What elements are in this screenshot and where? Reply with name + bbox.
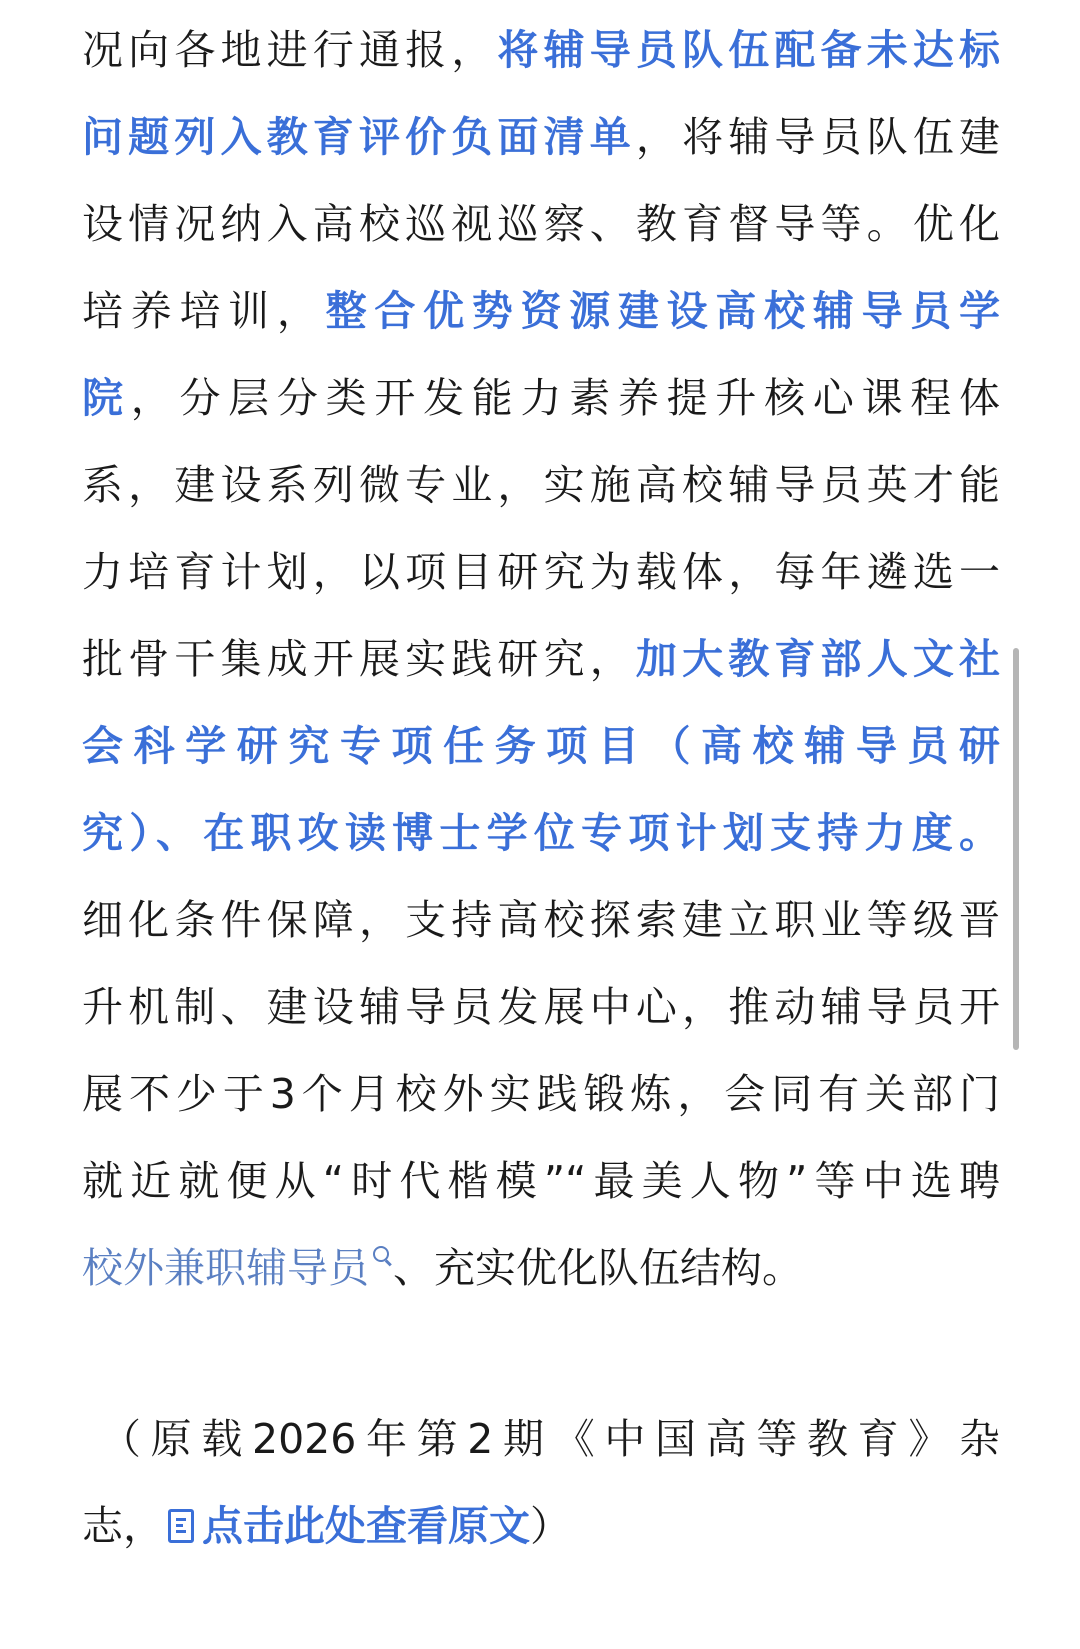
highlighted-text: 问题列入教育评价负面清单 [82, 113, 636, 161]
keyword-search-link[interactable]: 校外兼职辅导员 [82, 1244, 369, 1292]
paragraph-line [82, 368, 1000, 428]
paragraph-line [82, 107, 1000, 167]
highlighted-text: 会科学研究专项任务项目（高校辅导员研 [82, 722, 1000, 770]
source-note-suffix: ） [530, 1502, 571, 1550]
view-original-link[interactable] [164, 1502, 530, 1550]
body-text: 、充实优化队伍结构。 [393, 1244, 803, 1292]
body-text: 展不少于3个月校外实践锻炼，会同有关部门 [82, 1070, 1000, 1118]
body-text: 细化条件保障，支持高校探索建立职业等级晋 [82, 896, 1000, 944]
document-icon [168, 1509, 194, 1543]
highlighted-text: 院 [82, 374, 131, 422]
view-original-link-label[interactable]: 点击此处查看原文 [202, 1502, 530, 1550]
paragraph-line [82, 281, 1000, 341]
paragraph-line [82, 1151, 1000, 1211]
paragraph-line [82, 455, 1000, 515]
paragraph-line [82, 977, 1000, 1037]
body-text: 设情况纳入高校巡视巡察、教育督导等。优化 [82, 200, 1000, 248]
source-note-line-1: （原载2026年第2期《中国高等教育》杂 [100, 1415, 1000, 1463]
highlighted-text: 加大教育部人文社 [635, 635, 1001, 683]
scrollbar-thumb[interactable] [1013, 648, 1019, 1050]
paragraph-line [82, 716, 1000, 776]
paragraph-line [82, 629, 1000, 689]
paragraph-line [82, 20, 1000, 80]
body-text: 就近就便从“时代楷模”“最美人物”等中选聘 [82, 1157, 1000, 1205]
body-text: ，将辅导员队伍建 [635, 113, 1001, 161]
highlighted-text: 将辅导员队伍配备未达标 [497, 26, 1000, 74]
paragraph-line [82, 1238, 1000, 1298]
body-text: 升机制、建设辅导员发展中心，推动辅导员开 [82, 983, 1000, 1031]
paragraph-line [82, 194, 1000, 254]
source-note-prefix: 志， [82, 1502, 164, 1550]
paragraph-line [82, 803, 1000, 863]
body-text: 系，建设系列微专业，实施高校辅导员英才能 [82, 461, 1000, 509]
body-text: 况向各地进行通报， [82, 26, 498, 74]
paragraph-line [82, 542, 1000, 602]
body-text: 批骨干集成开展实践研究， [82, 635, 636, 683]
highlighted-text: 整合优势资源建设高校辅导员学 [325, 287, 1001, 335]
source-note-line-2 [82, 1496, 1000, 1556]
body-text: 力培育计划，以项目研究为载体，每年遴选一 [82, 548, 1000, 596]
paragraph-line [82, 1064, 1000, 1124]
highlighted-text: 究）、在职攻读博士学位专项计划支持力度。 [82, 809, 1000, 857]
search-icon[interactable] [371, 1244, 393, 1274]
body-text: 培养培训， [82, 287, 326, 335]
body-text: ，分层分类开发能力素养提升核心课程体 [130, 374, 1001, 422]
paragraph-line [82, 890, 1000, 950]
